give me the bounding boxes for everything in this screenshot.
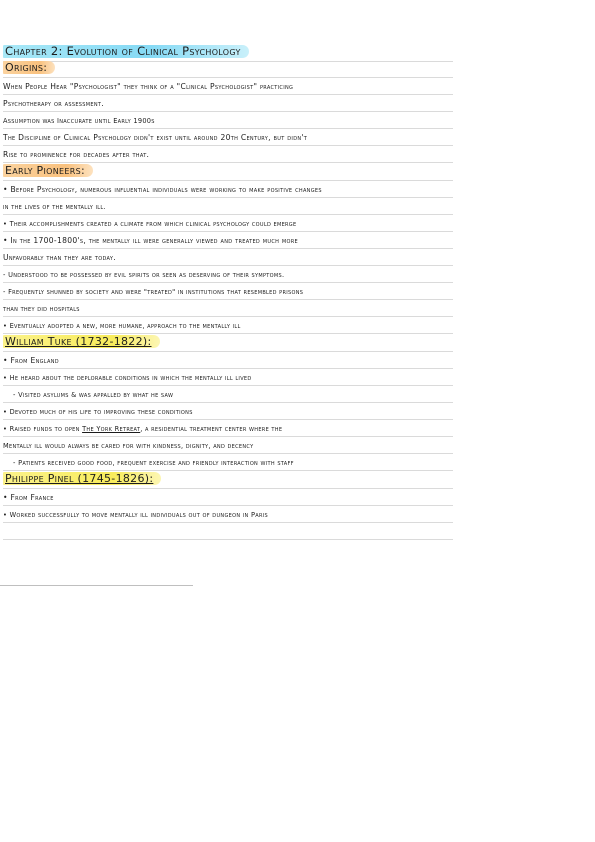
origins-line: Psychotherapy or assessment.	[3, 94, 453, 112]
page-title: Chapter 2: Evolution of Clinical Psychology	[3, 45, 249, 59]
pioneers-heading: Early Pioneers:	[3, 164, 93, 177]
pioneers-line: • Before Psychology, numerous influential individuals were working to make positive changes	[3, 180, 453, 198]
pinel-heading-line	[3, 470, 453, 489]
origins-line: Assumption was Inaccurate until Early 1900s	[3, 111, 453, 129]
title-line	[3, 43, 453, 62]
tuke-line: Mentally ill would always be cared for with kindness, dignity, and decency	[3, 436, 453, 454]
pioneers-line: - Understood to be possessed by evil spirits or seen as deserving of their symptoms.	[3, 265, 453, 283]
tuke-line: - Patients received good food, frequent exercise and friendly interaction with staff	[3, 453, 453, 471]
tuke-heading-line	[3, 333, 453, 352]
divider	[0, 585, 193, 586]
origins-heading: Origins:	[3, 61, 55, 74]
tuke-line: • He heard about the deplorable conditions in which the mentally ill lived	[3, 368, 453, 386]
pioneers-heading-line	[3, 162, 453, 181]
pioneers-line: • In the 1700-1800's, the mentally ill were generally viewed and treated much more	[3, 231, 453, 249]
tuke-line: • From England	[3, 351, 453, 369]
pioneers-line: Unfavorably than they are today.	[3, 248, 453, 266]
tuke-heading: William Tuke (1732-1822):	[3, 335, 160, 348]
pinel-heading: Philippe Pinel (1745-1826):	[3, 472, 161, 485]
pioneers-line: in the lives of the mentally ill.	[3, 197, 453, 215]
pioneers-line: - Frequently shunned by society and were "treated" in institutions that resembled prisons	[3, 282, 453, 300]
origins-line: The Discipline of Clinical Psychology didn't exist until around 20th Century, but didn't	[3, 128, 453, 146]
tuke-retreat-line: • Raised funds to open The York Retreat, a residential treatment center where the	[3, 419, 453, 437]
origins-line: When People Hear "Psychologist" they think of a "Clinical Psychologist" practicing	[3, 77, 453, 95]
tuke-line: • Devoted much of his life to improving these conditions	[3, 402, 453, 420]
blank-line	[3, 522, 453, 540]
pioneers-line: than they did hospitals	[3, 299, 453, 317]
pioneers-line: • Eventually adopted a new, more humane, approach to the mentally ill	[3, 316, 453, 334]
pioneers-line: • Their accomplishments created a climate from which clinical psychology could emerge	[3, 214, 453, 232]
pinel-line: • From France	[3, 488, 453, 506]
pinel-line: • Worked successfully to move mentally ill individuals out of dungeon in Paris	[3, 505, 453, 523]
tuke-line: - Visited asylums & was appalled by what he saw	[3, 385, 453, 403]
origins-line: Rise to prominence for decades after that.	[3, 145, 453, 163]
origins-heading-line	[3, 61, 453, 78]
york-retreat-text: The York Retreat	[82, 425, 141, 434]
